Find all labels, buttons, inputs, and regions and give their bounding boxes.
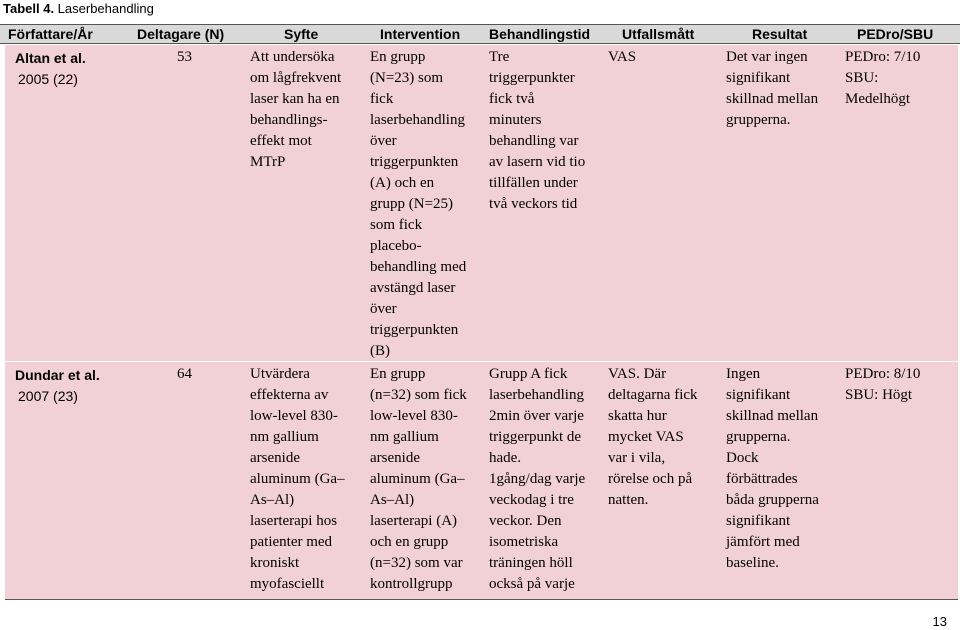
intervention-cell: En grupp (N=23) som fick laserbehandling över triggerpunkten (A) och en grupp (N=25) som fick placebo- behandling med avstängd laser över triggerpunkten (B) xyxy=(370,49,467,359)
table-header xyxy=(0,24,960,44)
table-caption xyxy=(3,1,154,17)
header-duration: Behandlingstid xyxy=(489,26,591,42)
header-result: Resultat xyxy=(752,26,808,42)
outcome-cell: VAS. Där deltagarna fick skatta hur mycket VAS var i vila, rörelse och på natten. xyxy=(608,366,698,508)
page-number: 13 xyxy=(932,614,947,629)
outcome-cell: VAS xyxy=(608,49,637,65)
pedro-cell: PEDro: 8/10 SBU: Högt xyxy=(845,366,921,403)
result-cell: Ingen signifikant skillnad mellan grupperna. Dock förbättrades båda grupperna signifikant jämfört med baseline. xyxy=(726,366,819,571)
table-row xyxy=(5,362,958,599)
header-author-year: Författare/År xyxy=(8,26,93,42)
header-outcome: Utfallsmått xyxy=(622,26,695,42)
result-cell: Det var ingen signifikant skillnad mellan grupperna. xyxy=(726,49,819,128)
year-cell: 2005 (22) xyxy=(18,71,78,87)
participants-cell: 64 xyxy=(177,366,192,382)
author-cell: Dundar et al. xyxy=(15,367,100,383)
header-intervention: Intervention xyxy=(380,26,461,42)
duration-cell: Grupp A fick laserbehandling 2min över varje triggerpunkt de hade. 1gång/dag varje veckodag i tre veckor. Den isometriska träningen höll också på varje xyxy=(489,366,586,592)
purpose-cell: Utvärdera effekterna av low-level 830- nm gallium arsenide aluminum (Ga– As–Al) laserterapi hos patienter med kroniskt myofasciellt xyxy=(250,366,345,592)
author-cell: Altan et al. xyxy=(15,50,86,66)
duration-cell: Tre triggerpunkter fick två minuters behandling var av lasern vid tio tillfällen under två veckors tid xyxy=(489,49,586,212)
purpose-cell: Att undersöka om lågfrekvent laser kan ha en behandlings- effekt mot MTrP xyxy=(250,49,342,170)
caption-label: Tabell 4. xyxy=(3,1,55,16)
table-bottom-rule xyxy=(5,599,958,600)
header-participants: Deltagare (N) xyxy=(137,26,225,42)
participants-cell: 53 xyxy=(177,49,192,65)
caption-title: Laserbehandling xyxy=(54,1,154,16)
pedro-cell: PEDro: 7/10 SBU: Medelhögt xyxy=(845,49,921,107)
table-row xyxy=(5,45,958,361)
year-cell: 2007 (23) xyxy=(18,388,78,404)
header-pedro: PEDro/SBU xyxy=(857,26,934,42)
header-purpose: Syfte xyxy=(284,26,319,42)
intervention-cell: En grupp (n=32) som fick low-level 830- nm gallium arsenide aluminum (Ga– As–Al) laserterapi (A) och en grupp (n=32) som var kontrollgrupp xyxy=(370,366,467,592)
